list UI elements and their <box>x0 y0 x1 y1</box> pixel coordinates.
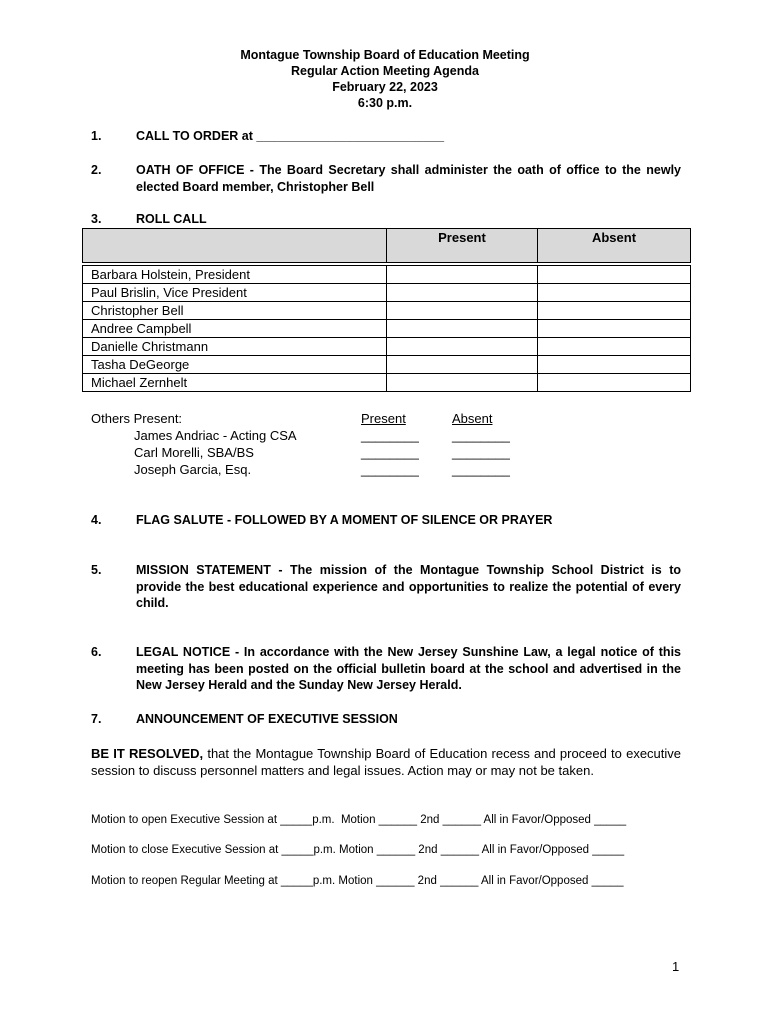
table-row <box>83 302 691 320</box>
item-number: 6. <box>91 645 102 659</box>
absent-cell <box>538 284 691 302</box>
item-text: OATH OF OFFICE - The Board Secretary shall administer the oath of office to the newly elected Board member, Christopher Bell <box>136 163 681 194</box>
table-row <box>83 266 691 284</box>
present-blank: ________ <box>361 428 419 443</box>
header-title: Montague Township Board of Education Meeting <box>240 48 530 62</box>
header-subtitle: Regular Action Meeting Agenda <box>291 64 479 78</box>
absent-column-header: Absent <box>452 411 493 426</box>
roll-call-header-present: Present <box>387 229 538 263</box>
present-cell <box>387 284 538 302</box>
absent-cell <box>538 374 691 392</box>
roll-call-header-absent: Absent <box>538 229 691 263</box>
member-name: Christopher Bell <box>83 302 387 320</box>
item-text: ROLL CALL <box>136 212 207 226</box>
resolution-text: that the Montague Township Board of Education recess and proceed to executive session to discuss personnel matters and legal issues. Action may or may not be taken. <box>91 746 682 778</box>
item-number: 7. <box>91 712 102 726</box>
absent-blank: ________ <box>452 445 510 460</box>
member-name: Paul Brislin, Vice President <box>83 284 387 302</box>
present-cell <box>387 338 538 356</box>
roll-call-header-row <box>83 229 691 263</box>
member-name: Tasha DeGeorge <box>83 356 387 374</box>
absent-cell <box>538 356 691 374</box>
present-blank: ________ <box>361 445 419 460</box>
present-cell <box>387 374 538 392</box>
resolution-paragraph <box>91 745 681 779</box>
header-date: February 22, 2023 <box>332 80 438 94</box>
present-column-header: Present <box>361 411 406 426</box>
item-number: 1. <box>91 129 102 143</box>
others-present-label: Others Present: <box>91 411 183 426</box>
item-number: 5. <box>91 563 102 577</box>
item-text: LEGAL NOTICE - In accordance with the New Jersey Sunshine Law, a legal notice of this meeting has been posted on the official bulletin board at the school and advertised in the New Jersey Herald and the Sunday New Jersey Herald. <box>136 645 681 692</box>
absent-cell <box>538 338 691 356</box>
page-number: 1 <box>672 959 680 974</box>
present-cell <box>387 356 538 374</box>
present-cell <box>387 302 538 320</box>
item-text: ANNOUNCEMENT OF EXECUTIVE SESSION <box>136 712 398 726</box>
absent-blank: ________ <box>452 462 510 477</box>
motion-close-executive-session: Motion to close Executive Session at _____p.m. Motion ______ 2nd ______ All in Favor/Opposed _____ <box>91 844 625 856</box>
table-row <box>83 338 691 356</box>
list-item <box>91 444 611 461</box>
item-rest: - FOLLOWED BY A MOMENT OF SILENCE OR PRAYER <box>223 513 553 527</box>
list-item <box>91 461 611 478</box>
person-name: James Andriac - Acting CSA <box>134 428 297 443</box>
motion-open-executive-session: Motion to open Executive Session at _____p.m. Motion ______ 2nd ______ All in Favor/Opposed _____ <box>91 814 627 826</box>
present-cell <box>387 266 538 284</box>
others-present-section <box>91 410 611 478</box>
member-name: Danielle Christmann <box>83 338 387 356</box>
item-text: CALL TO ORDER at ___________________________ <box>136 129 445 143</box>
absent-cell <box>538 320 691 338</box>
resolution-lead: BE IT RESOLVED, <box>91 746 204 761</box>
roll-call-header-name <box>83 229 387 263</box>
item-number: 3. <box>91 212 102 226</box>
table-row <box>83 374 691 392</box>
present-cell <box>387 320 538 338</box>
person-name: Carl Morelli, SBA/BS <box>134 445 254 460</box>
table-row <box>83 356 691 374</box>
header-time: 6:30 p.m. <box>357 96 413 110</box>
table-row <box>83 284 691 302</box>
agenda-header <box>0 47 770 111</box>
list-item <box>91 427 611 444</box>
item-number: 4. <box>91 513 102 527</box>
item-title: FLAG SALUTE <box>136 513 224 527</box>
roll-call-table <box>82 228 691 392</box>
absent-cell <box>538 266 691 284</box>
item-text: MISSION STATEMENT - The mission of the Montague Township School District is to provide the best educational experience and opportunities to realize the potential of every child. <box>136 563 681 610</box>
absent-blank: ________ <box>452 428 510 443</box>
item-number: 2. <box>91 163 102 177</box>
member-name: Michael Zernhelt <box>83 374 387 392</box>
present-blank: ________ <box>361 462 419 477</box>
person-name: Joseph Garcia, Esq. <box>134 462 252 477</box>
item-text <box>136 512 681 529</box>
member-name: Barbara Holstein, President <box>83 266 387 284</box>
table-row <box>83 320 691 338</box>
member-name: Andree Campbell <box>83 320 387 338</box>
absent-cell <box>538 302 691 320</box>
motion-reopen-regular-meeting: Motion to reopen Regular Meeting at _____p.m. Motion ______ 2nd ______ All in Favor/Opposed _____ <box>91 875 624 887</box>
